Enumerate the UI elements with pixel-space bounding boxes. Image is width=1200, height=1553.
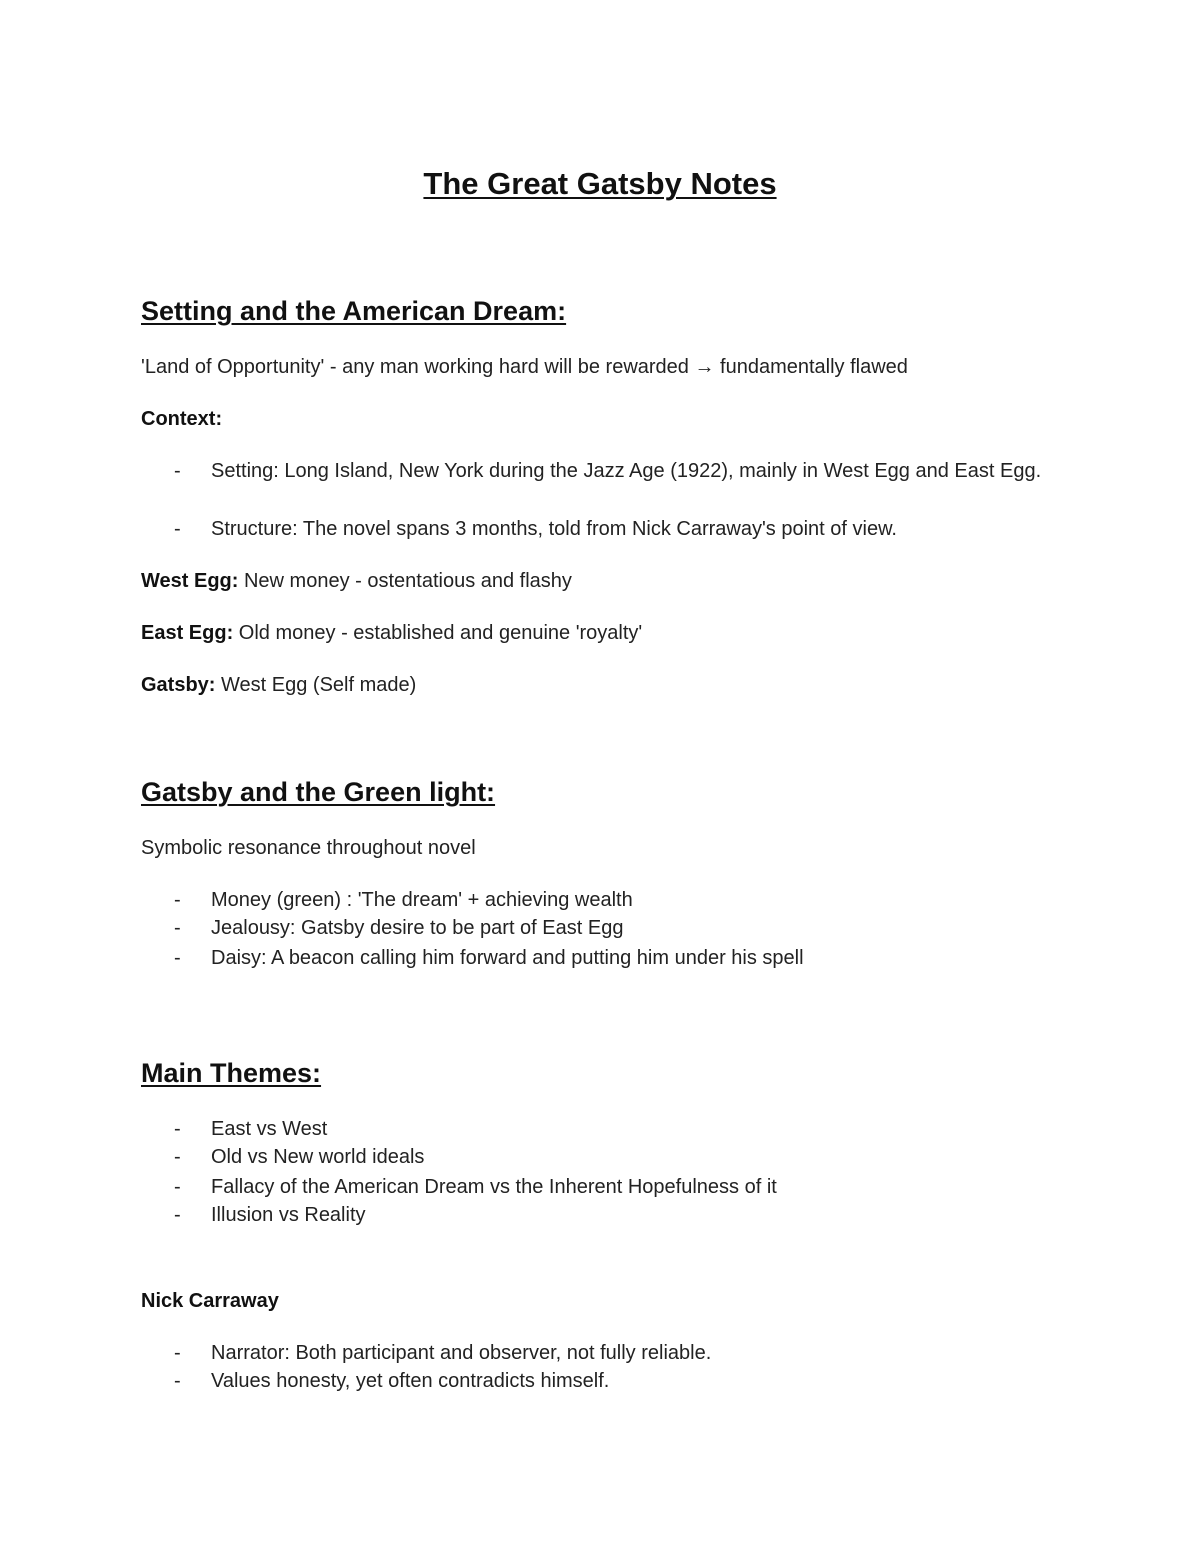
gatsby-text: West Egg (Self made) bbox=[215, 674, 417, 696]
section-heading-setting: Setting and the American Dream: bbox=[141, 296, 567, 326]
list-item: Narrator: Both participant and observer, not fully reliable. bbox=[211, 1342, 712, 1364]
bullet-marker: - bbox=[174, 518, 181, 540]
west-egg-label: West Egg: bbox=[141, 570, 239, 592]
list-item: Money (green) : 'The dream' + achieving wealth bbox=[211, 889, 633, 911]
list-item: Jealousy: Gatsby desire to be part of East Egg bbox=[211, 917, 624, 939]
bullet-marker: - bbox=[174, 1204, 181, 1226]
bullet-marker: - bbox=[174, 1370, 181, 1392]
west-egg-line bbox=[141, 567, 572, 595]
east-egg-text: Old money - established and genuine 'royalty' bbox=[233, 622, 643, 644]
section-heading-green-light: Gatsby and the Green light: bbox=[141, 777, 496, 807]
list-item: Values honesty, yet often contradicts himself. bbox=[211, 1370, 610, 1392]
list-item: East vs West bbox=[211, 1118, 328, 1140]
nick-carraway-heading: Nick Carraway bbox=[141, 1290, 279, 1312]
gatsby-line bbox=[141, 671, 416, 699]
bullet-marker: - bbox=[174, 1342, 181, 1364]
bullet-marker: - bbox=[174, 947, 181, 969]
west-egg-text: New money - ostentatious and flashy bbox=[238, 570, 572, 592]
document-title: The Great Gatsby Notes bbox=[423, 166, 777, 201]
context-label: Context: bbox=[141, 408, 223, 430]
bullet-marker: - bbox=[174, 1118, 181, 1140]
context-item-setting: Setting: Long Island, New York during the Jazz Age (1922), mainly in West Egg and East Egg. bbox=[211, 460, 1042, 482]
green-light-intro-text: Symbolic resonance throughout novel bbox=[141, 837, 476, 859]
context-item-structure: Structure: The novel spans 3 months, told from Nick Carraway's point of view. bbox=[211, 518, 897, 540]
bullet-marker: - bbox=[174, 1146, 181, 1168]
list-item: Fallacy of the American Dream vs the Inherent Hopefulness of it bbox=[211, 1176, 777, 1198]
east-egg-line bbox=[141, 619, 642, 647]
bullet-marker: - bbox=[174, 1176, 181, 1198]
bullet-marker: - bbox=[174, 889, 181, 911]
list-item: Illusion vs Reality bbox=[211, 1204, 366, 1226]
section-heading-main-themes: Main Themes: bbox=[141, 1058, 322, 1088]
list-item: Daisy: A beacon calling him forward and putting him under his spell bbox=[211, 947, 804, 969]
setting-intro-text: 'Land of Opportunity' - any man working hard will be rewarded → fundamentally flawed bbox=[141, 356, 908, 378]
gatsby-label: Gatsby: bbox=[141, 674, 216, 696]
east-egg-label: East Egg: bbox=[141, 622, 234, 644]
list-item: Old vs New world ideals bbox=[211, 1146, 425, 1168]
bullet-marker: - bbox=[174, 460, 181, 482]
bullet-marker: - bbox=[174, 917, 181, 939]
